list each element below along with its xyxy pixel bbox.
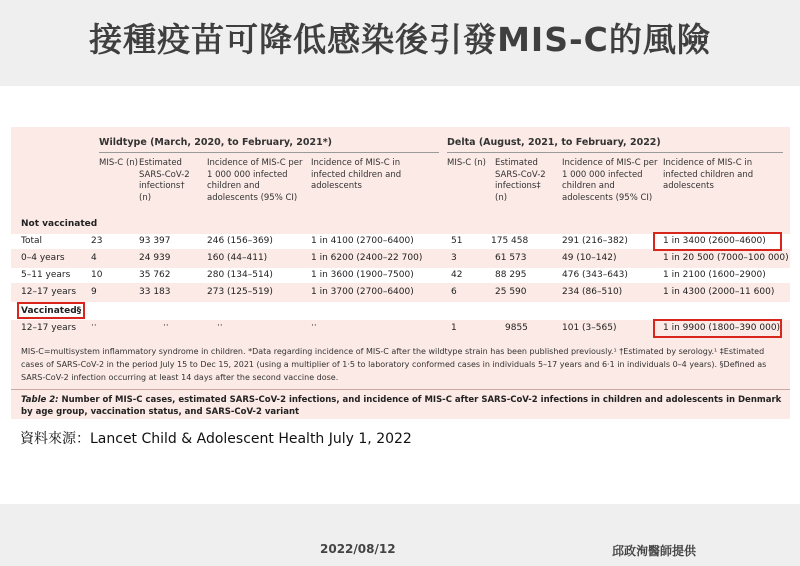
cell-wt-inc2: 1 in 3600 (1900–7500) — [311, 270, 414, 280]
group-underline-wildtype — [99, 152, 439, 153]
cell-wt-inc2: 1 in 6200 (2400–22 700) — [311, 253, 423, 263]
highlight-box-vaccinated — [17, 302, 85, 319]
section-not-vaccinated: Not vaccinated — [21, 219, 98, 229]
cell-wt-inc2: 1 in 4100 (2700–6400) — [311, 236, 414, 246]
group-underline-delta — [447, 152, 783, 153]
cell-d-est: 61 573 — [495, 253, 527, 263]
row-label: 5–11 years — [21, 270, 71, 280]
cell-wt-inc: 280 (134–514) — [207, 270, 273, 280]
cell-d-misc: 3 — [451, 253, 457, 263]
cell-d-est: 175 458 — [491, 236, 529, 246]
cell-wt-inc: 246 (156–369) — [207, 236, 273, 246]
cell-wt-inc2: ·· — [311, 321, 317, 331]
highlight-box-vaccinated-delta — [653, 319, 782, 338]
group-header-delta: Delta (August, 2021, to February, 2022) — [447, 137, 661, 148]
highlight-box-delta-total — [653, 232, 782, 251]
cell-d-inc: 234 (86–510) — [562, 287, 623, 297]
cell-wt-misc: ·· — [91, 321, 97, 331]
cell-d-inc2: 1 in 2100 (1600–2900) — [663, 270, 766, 280]
cell-wt-inc: ·· — [217, 321, 223, 331]
cell-d-misc: 1 — [451, 323, 457, 333]
cell-d-est: 88 295 — [495, 270, 527, 280]
table-footnote: MIS-C=multisystem inflammatory syndrome in children. *Data regarding incidence of MIS-C after the wildtype strain has been published previously.¹ †Estimated by serology.¹ ‡Estimated cases of SARS-CoV-2 in the period July 15 to Dec 15, 2021 (using a multiplier of 1·5 to laboratory conformed cases in individuals 5–17 years and 6·1 in individuals 0–4 years). §Defined as SARS-CoV-2 infection occurring at least 14 days after the second vaccine dose. — [21, 347, 767, 382]
cell-d-inc2: 1 in 9900 (1800–390 000) — [663, 323, 781, 333]
date-label: 2022/08/12 — [320, 542, 396, 556]
row-label: 12–17 years — [21, 323, 77, 333]
divider — [11, 389, 790, 390]
row-band — [11, 302, 790, 320]
cell-wt-misc: 10 — [91, 270, 103, 280]
table-figure — [11, 127, 790, 419]
caption-label: Table 2: — [21, 395, 59, 405]
cell-wt-misc: 4 — [91, 253, 97, 263]
cell-d-inc: 101 (3–565) — [562, 323, 617, 333]
cell-d-misc: 42 — [451, 270, 463, 280]
col-header-d-est: Estimated SARS-CoV-2 infections‡ (n) — [495, 158, 546, 203]
cell-d-est: 9855 — [505, 323, 528, 333]
source-citation: 資料來源：Lancet Child & Adolescent Health July 1, 2022 — [20, 431, 412, 447]
cell-d-misc: 51 — [451, 236, 463, 246]
cell-wt-est: 93 397 — [139, 236, 171, 246]
cell-d-inc2: 1 in 20 500 (7000–100 000) — [663, 253, 789, 263]
cell-wt-inc: 160 (44–411) — [207, 253, 268, 263]
cell-wt-est: ·· — [163, 321, 169, 331]
row-label: 0–4 years — [21, 253, 65, 263]
cell-d-inc2: 1 in 3400 (2600–4600) — [663, 236, 766, 246]
cell-d-inc: 291 (216–382) — [562, 236, 628, 246]
col-header-wt-inc: Incidence of MIS-C per 1 000 000 infected children and adolescents (95% CI) — [207, 158, 303, 203]
row-label: Total — [21, 236, 43, 246]
cell-d-est: 25 590 — [495, 287, 527, 297]
cell-d-inc: 49 (10–142) — [562, 253, 617, 263]
caption-text: Number of MIS-C cases, estimated SARS-CoV-2 infections, and incidence of MIS-C after SARS-CoV-2 infections in children and adolescents in Denmark by age group, vaccination status, and SARS-CoV-2 variant — [21, 395, 782, 417]
cell-wt-inc2: 1 in 3700 (2700–6400) — [311, 287, 414, 297]
cell-wt-est: 24 939 — [139, 253, 171, 263]
cell-wt-misc: 9 — [91, 287, 97, 297]
page-title: 接種疫苗可降低感染後引發MIS-C的風險 — [89, 20, 711, 59]
col-header-d-misc: MIS-C (n) — [447, 158, 486, 168]
section-vaccinated: Vaccinated§ — [21, 306, 82, 316]
col-header-d-inc2: Incidence of MIS-C in infected children and adolescents — [663, 158, 754, 191]
col-header-wt-est: Estimated SARS-CoV-2 infections† (n) — [139, 158, 190, 203]
cell-wt-inc: 273 (125–519) — [207, 287, 273, 297]
cell-d-inc2: 1 in 4300 (2000–11 600) — [663, 287, 775, 297]
group-header-wildtype: Wildtype (March, 2020, to February, 2021*) — [99, 137, 333, 148]
cell-wt-est: 33 183 — [139, 287, 171, 297]
col-header-wt-inc2: Incidence of MIS-C in infected children and adolescents — [311, 158, 402, 191]
row-label: 12–17 years — [21, 287, 77, 297]
table-caption — [21, 394, 786, 418]
credit-label: 邱政洵醫師提供 — [612, 544, 697, 558]
cell-wt-est: 35 762 — [139, 270, 171, 280]
cell-d-inc: 476 (343–643) — [562, 270, 628, 280]
cell-wt-misc: 23 — [91, 236, 103, 246]
cell-d-misc: 6 — [451, 287, 457, 297]
col-header-d-inc: Incidence of MIS-C per 1 000 000 infected children and adolescents (95% CI) — [562, 158, 658, 203]
col-header-wt-misc: MIS-C (n) — [99, 158, 138, 168]
